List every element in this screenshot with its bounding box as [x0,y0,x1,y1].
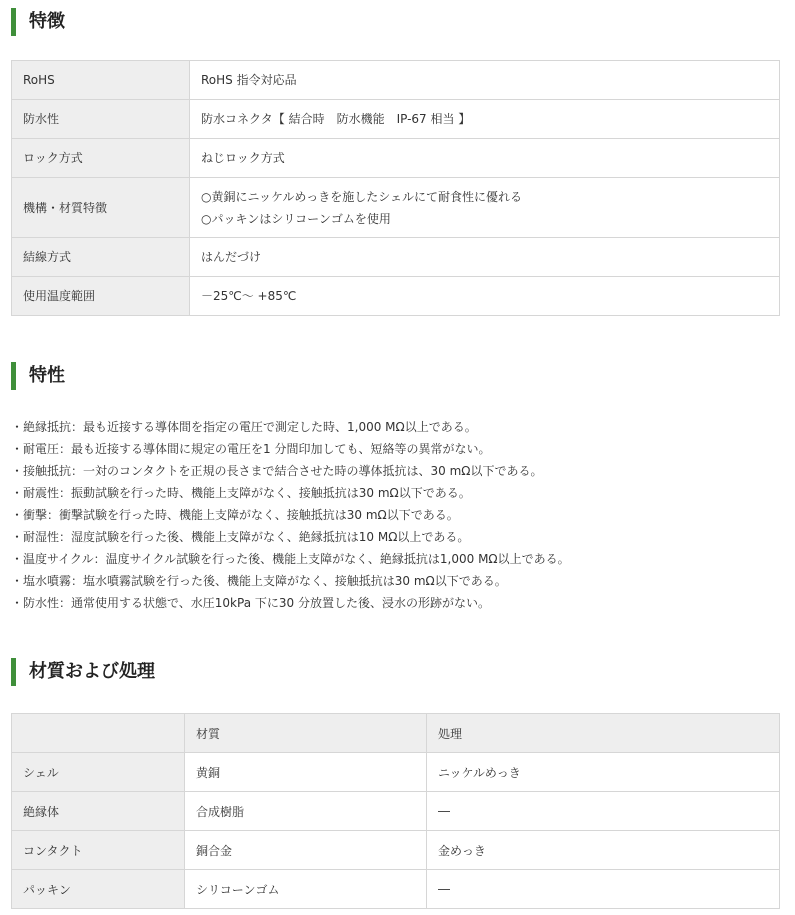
table-row [12,753,780,792]
row-value: －25℃～ +85℃ [190,277,780,316]
features-heading: 特徴 [11,8,65,36]
materials-heading: 材質および処理 [11,658,155,686]
row-label: 使用温度範囲 [12,277,190,316]
table-row [12,61,780,100]
characteristics-heading: 特性 [11,362,65,390]
material-cell: 銅合金 [185,831,427,870]
list-item: ・ 温度サイクル：温度サイクル試験を行った後、機能上支障がなく、絶縁抵抗は1,000 MΩ以上である。 [11,548,570,570]
list-item: ・ 耐電圧：最も近接する導体間に規定の電圧を1 分間印加しても、短絡等の異常がない。 [11,438,570,460]
list-item: ・ 衝撃：衝撃試験を行った時、機能上支障がなく、接触抵抗は30 mΩ以下である。 [11,504,570,526]
row-value: はんだづけ [190,238,780,277]
row-label: RoHS [12,61,190,100]
row-label: ロック方式 [12,139,190,178]
treatment-cell: ニッケルめっき [427,753,780,792]
table-row [12,870,780,909]
table-row [12,277,780,316]
table-row [12,238,780,277]
material-cell: 黄銅 [185,753,427,792]
treatment-cell: ― [427,792,780,831]
column-header [12,714,185,753]
list-item: ・ 絶縁抵抗：最も近接する導体間を指定の電圧で測定した時、1,000 MΩ以上である。 [11,416,570,438]
part-cell: シェル [12,753,185,792]
list-item: ・ 耐震性：振動試験を行った時、機能上支障がなく、接触抵抗は30 mΩ以下である。 [11,482,570,504]
row-label: 結線方式 [12,238,190,277]
list-item: ・ 防水性：通常使用する状態で、水圧10kPa 下に30 分放置した後、浸水の形跡がない。 [11,592,570,614]
table-row [12,139,780,178]
treatment-cell: ― [427,870,780,909]
part-cell: 絶縁体 [12,792,185,831]
row-value: 防水コネクタ【 結合時 防水機能 IP-67 相当 】 [190,100,780,139]
features-table [11,60,780,316]
column-header: 材質 [185,714,427,753]
treatment-cell: 金めっき [427,831,780,870]
row-value: RoHS 指令対応品 [190,61,780,100]
table-row [12,100,780,139]
part-cell: パッキン [12,870,185,909]
material-cell: シリコーンゴム [185,870,427,909]
part-cell: コンタクト [12,831,185,870]
column-header: 処理 [427,714,780,753]
list-item: ・ 塩水噴霧：塩水噴霧試験を行った後、機能上支障がなく、接触抵抗は30 mΩ以下である。 [11,570,570,592]
table-row [12,178,780,238]
row-label: 機構・材質特徴 [12,178,190,238]
characteristics-list [11,416,570,614]
materials-table [11,713,780,909]
material-cell: 合成樹脂 [185,792,427,831]
table-row [12,792,780,831]
table-row [12,831,780,870]
row-value: ねじロック方式 [190,139,780,178]
row-value: ○黄銅にニッケルめっきを施したシェルにて耐食性に優れる ○パッキンはシリコーンゴムを使用 [190,178,780,238]
row-label: 防水性 [12,100,190,139]
table-header-row [12,714,780,753]
list-item: ・ 接触抵抗：一対のコンタクトを正規の長さまで結合させた時の導体抵抗は、30 mΩ以下である。 [11,460,570,482]
list-item: ・ 耐湿性：湿度試験を行った後、機能上支障がなく、絶縁抵抗は10 MΩ以上である。 [11,526,570,548]
